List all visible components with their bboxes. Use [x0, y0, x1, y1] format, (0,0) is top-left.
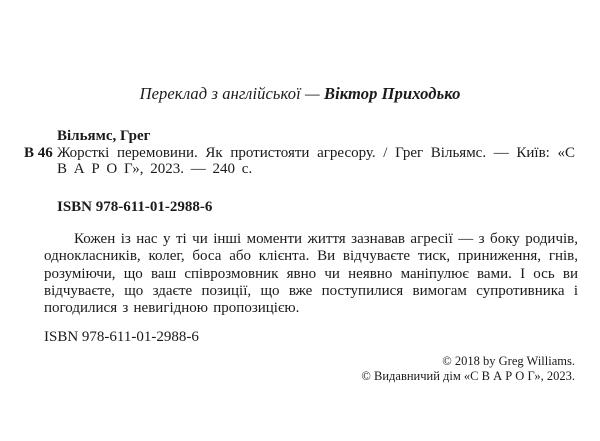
copyright-original: © 2018 by Greg Williams.	[442, 354, 575, 368]
bibliographic-description: Жорсткі перемовини. Як протистояти агресору. / Грег Вільямс. — Київ: «С В А Р О Г», 2023. — 240 с.	[57, 145, 575, 177]
classification-code: В 46	[24, 145, 53, 161]
isbn-heading: ISBN 978-611-01-2988-6	[57, 199, 213, 215]
copyright-notice	[361, 354, 575, 384]
author-heading: Вільямс, Грег	[57, 128, 151, 144]
isbn-footer: ISBN 978-611-01-2988-6	[44, 329, 199, 345]
translation-prefix: Переклад з англійської —	[139, 84, 320, 103]
translation-credit	[0, 84, 600, 104]
translator-name: Віктор Приходько	[324, 84, 461, 103]
copyright-publisher: © Видавничий дім «С В А Р О Г», 2023.	[361, 369, 575, 383]
book-annotation: Кожен із нас у ті чи інші моменти життя зазнавав агресії — з боку родичів, однокласників, колег, боса або клієнта. Ви відчуваєте тиск, приниження, гнів, розуміючи, що ваш співрозмовник явно чи неявно маніпулює вами. І ось ви відчуваєте, що здаєте позиції, що вже поступилися вимогам супротивника і погодилися з невигідною пропозицією.	[44, 231, 578, 317]
